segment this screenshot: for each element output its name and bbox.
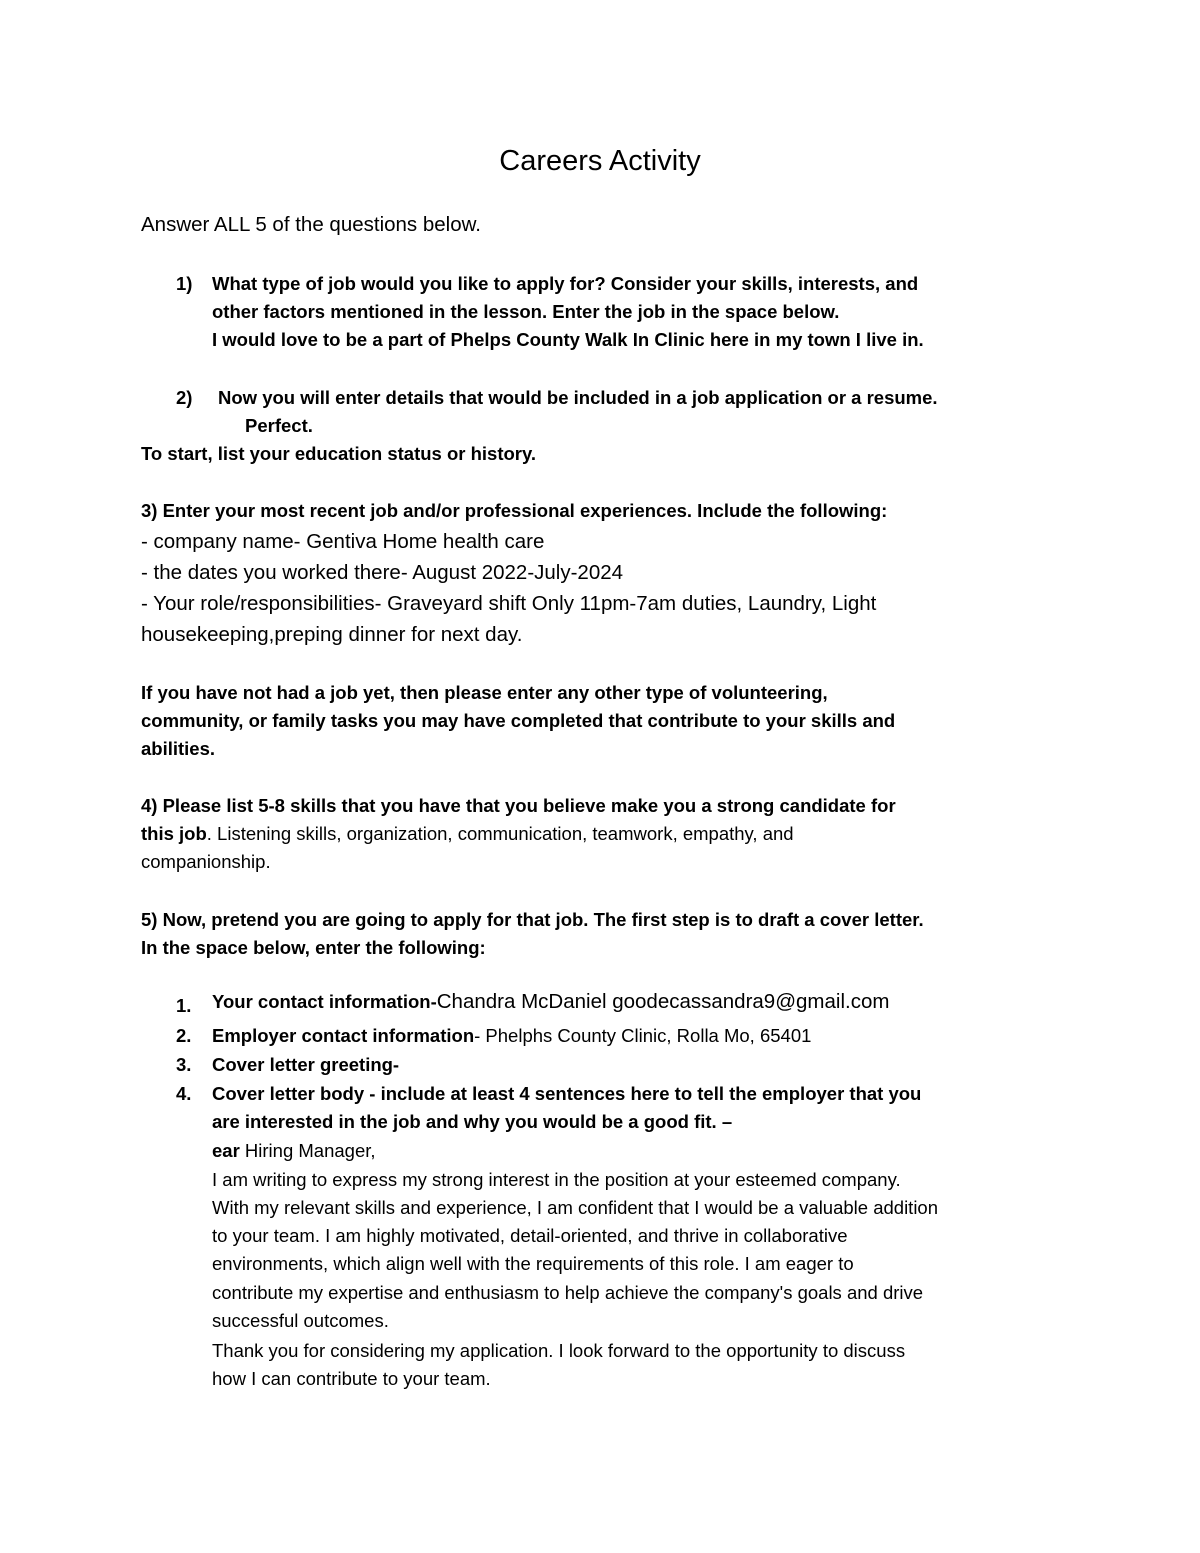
- q3-role: - Your role/responsibilities- Graveyard shift Only 11pm-7am duties, Laundry, Light: [141, 592, 877, 615]
- q3-company: - company name- Gentiva Home health care: [141, 530, 545, 553]
- page-title: Careers Activity: [499, 145, 701, 177]
- instructions: Answer ALL 5 of the questions below.: [141, 213, 481, 236]
- q2-number: 2): [176, 387, 193, 408]
- cover-letter-line: I am writing to express my strong interest in the position at your esteemed company.: [212, 1169, 901, 1190]
- cover-letter-line: With my relevant skills and experience, I am confident that I would be a valuable addition: [212, 1197, 939, 1218]
- q5-item2: [212, 1022, 811, 1050]
- q4-skills-continued: companionship.: [141, 851, 271, 872]
- cover-letter-line: to your team. I am highly motivated, detail-oriented, and thrive in collaborative: [212, 1225, 848, 1246]
- q1-answer: I would love to be a part of Phelps County Walk In Clinic here in my town I live in.: [212, 329, 924, 350]
- q4-skills-answer: . Listening skills, organization, communication, teamwork, empathy, and: [206, 823, 794, 844]
- cover-letter-line: how I can contribute to your team.: [212, 1368, 491, 1389]
- q5-item1-label: Your contact information-: [212, 991, 437, 1012]
- q3-dates: - the dates you worked there- August 2022-July-2024: [141, 561, 624, 584]
- q1-text-line2: other factors mentioned in the lesson. Enter the job in the space below.: [212, 301, 840, 322]
- q5-item1-number: 1.: [176, 995, 192, 1016]
- q5-item1-value: Chandra McDaniel goodecassandra9@gmail.com: [436, 990, 890, 1013]
- q1-number: 1): [176, 273, 193, 294]
- q3-note-line1: If you have not had a job yet, then please enter any other type of volunteering,: [141, 682, 828, 703]
- q3-heading: 3) Enter your most recent job and/or professional experiences. Include the following:: [141, 500, 888, 521]
- greeting-bold: ear: [212, 1140, 240, 1161]
- q5-item1: [212, 990, 889, 1014]
- q5-item3-label: Cover letter greeting-: [212, 1054, 400, 1075]
- q5-item4-label-line2: are interested in the job and why you would be a good fit. –: [212, 1111, 733, 1132]
- q4-this-job: this job: [141, 823, 207, 844]
- cover-letter-greeting: [212, 1137, 376, 1165]
- q5-item4-label: Cover letter body - include at least 4 sentences here to tell the employer that you: [212, 1083, 922, 1104]
- cover-letter-line: successful outcomes.: [212, 1310, 389, 1331]
- q2-text-line2: To start, list your education status or history.: [141, 443, 537, 464]
- q5-item2-value: - Phelphs County Clinic, Rolla Mo, 65401: [474, 1025, 812, 1046]
- q2-answer: Perfect.: [245, 415, 313, 436]
- q5-item4-number: 4.: [176, 1083, 192, 1104]
- q4-heading-line1: 4) Please list 5-8 skills that you have that you believe make you a strong candidate for: [141, 795, 896, 816]
- q5-heading-line1: 5) Now, pretend you are going to apply for that job. The first step is to draft a cover letter.: [141, 909, 924, 930]
- q4-heading-line2: [141, 820, 794, 848]
- q3-note-line2: community, or family tasks you may have completed that contribute to your skills and: [141, 710, 896, 731]
- q2-text-line1: Now you will enter details that would be included in a job application or a resume.: [218, 387, 938, 408]
- q3-note-line3: abilities.: [141, 738, 216, 759]
- q3-role-continued: housekeeping,preping dinner for next day.: [141, 623, 523, 646]
- greeting-rest: Hiring Manager,: [239, 1140, 376, 1161]
- q5-item2-number: 2.: [176, 1025, 192, 1046]
- cover-letter-line: contribute my expertise and enthusiasm to help achieve the company's goals and drive: [212, 1282, 924, 1303]
- q1-text-line1: What type of job would you like to apply for? Consider your skills, interests, and: [212, 273, 919, 294]
- q5-heading-line2: In the space below, enter the following:: [141, 937, 486, 958]
- q5-item3-number: 3.: [176, 1054, 192, 1075]
- q5-item2-label: Employer contact information: [212, 1025, 475, 1046]
- cover-letter-line: environments, which align well with the requirements of this role. I am eager to: [212, 1253, 854, 1274]
- cover-letter-line: Thank you for considering my application. I look forward to the opportunity to discuss: [212, 1340, 906, 1361]
